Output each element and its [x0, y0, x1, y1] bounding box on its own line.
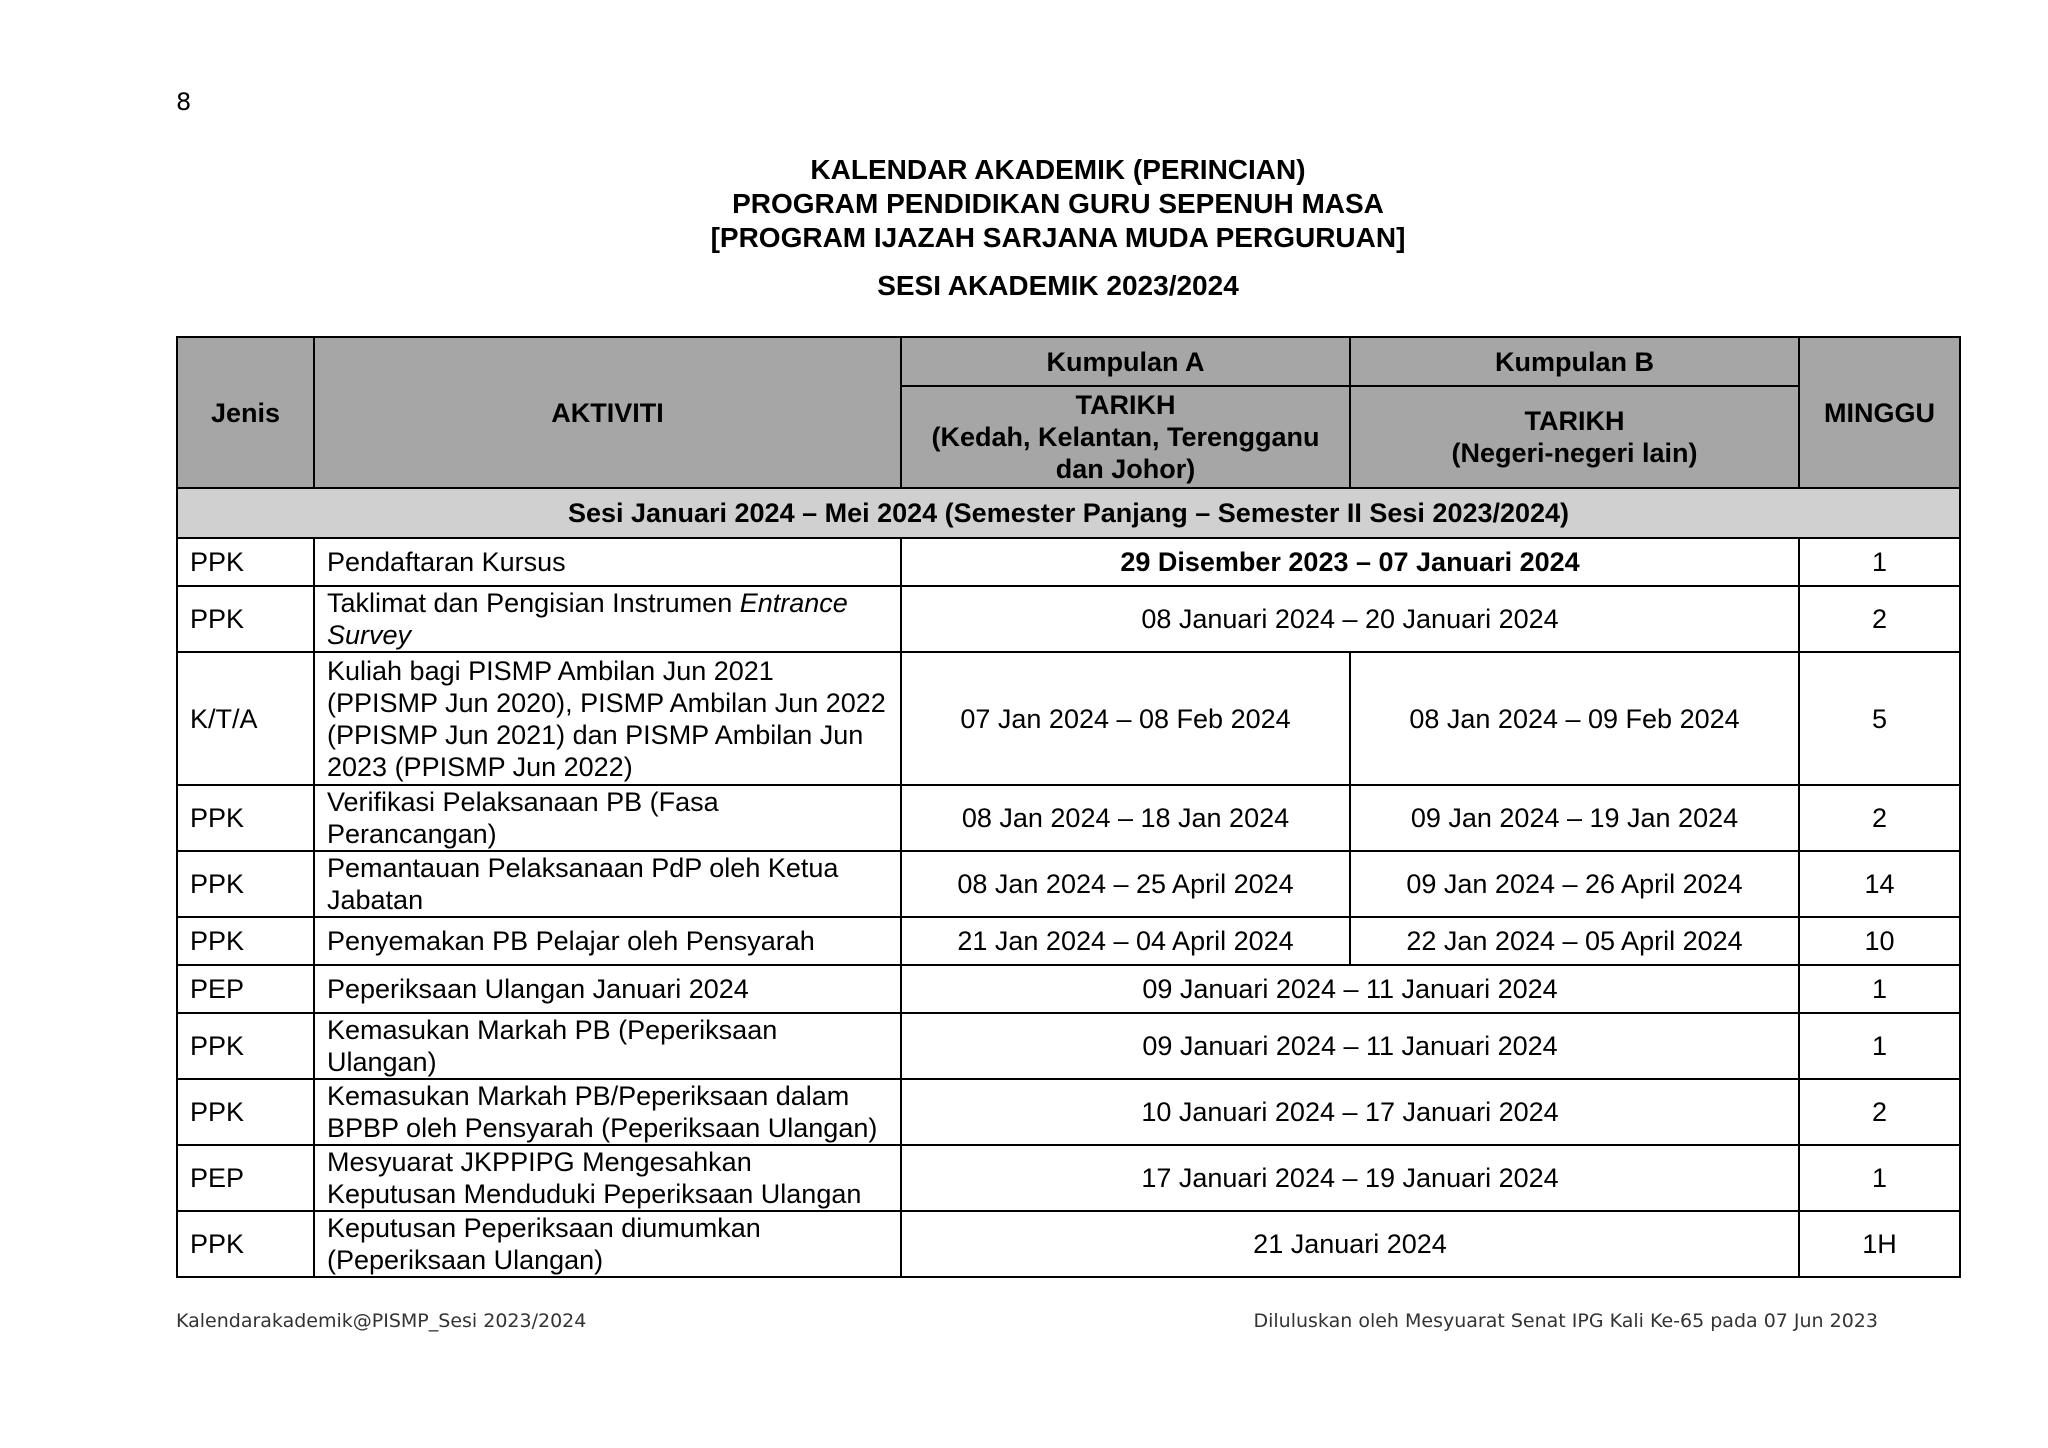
- cell-date: 09 Januari 2024 – 11 Januari 2024: [901, 1013, 1799, 1079]
- cell-aktiviti: Peperiksaan Ulangan Januari 2024: [314, 965, 901, 1013]
- cell-aktiviti: [314, 586, 901, 652]
- cell-jenis: PPK: [177, 586, 314, 652]
- cell-aktiviti: Keputusan Peperiksaan diumumkan (Peperiksaan Ulangan): [314, 1211, 901, 1277]
- cell-jenis: PPK: [177, 538, 314, 586]
- footer-left: Kalendarakademik@PISMP_Sesi 2023/2024: [176, 1310, 587, 1332]
- cell-minggu: 1: [1799, 965, 1960, 1013]
- cell-aktiviti: Kemasukan Markah PB/Peperiksaan dalam BPBP oleh Pensyarah (Peperiksaan Ulangan): [314, 1079, 901, 1145]
- header-date-a: [901, 386, 1350, 488]
- cell-jenis: PPK: [177, 1211, 314, 1277]
- title-line-2: PROGRAM PENDIDIKAN GURU SEPENUH MASA: [732, 188, 1384, 219]
- cell-aktiviti-italic: Entrance Survey: [327, 588, 848, 650]
- table-row: [177, 538, 1960, 586]
- cell-date-a: 08 Jan 2024 – 25 April 2024: [901, 851, 1350, 917]
- cell-date-a: 07 Jan 2024 – 08 Feb 2024: [901, 652, 1350, 785]
- cell-date-b: 22 Jan 2024 – 05 April 2024: [1350, 917, 1799, 965]
- cell-date: 10 Januari 2024 – 17 Januari 2024: [901, 1079, 1799, 1145]
- cell-aktiviti: Pendaftaran Kursus: [314, 538, 901, 586]
- table-row: [177, 1079, 1960, 1145]
- header-minggu: MINGGU: [1799, 337, 1960, 488]
- header-date-b-line2: (Negeri-negeri lain): [1451, 438, 1698, 468]
- table-row: [177, 965, 1960, 1013]
- cell-aktiviti: Kemasukan Markah PB (Peperiksaan Ulangan): [314, 1013, 901, 1079]
- cell-minggu: 1: [1799, 1145, 1960, 1211]
- cell-jenis: PPK: [177, 917, 314, 965]
- cell-jenis: PEP: [177, 965, 314, 1013]
- table-row: [177, 917, 1960, 965]
- page-number: 8: [176, 88, 192, 116]
- cell-date-b: 09 Jan 2024 – 26 April 2024: [1350, 851, 1799, 917]
- header-date-a-line2: (Kedah, Kelantan, Terengganu: [931, 422, 1320, 452]
- header-group-a: Kumpulan A: [901, 337, 1350, 386]
- footer-right: Diluluskan oleh Mesyuarat Senat IPG Kali Ke-65 pada 07 Jun 2023: [1253, 1310, 1878, 1332]
- cell-date-b: 09 Jan 2024 – 19 Jan 2024: [1350, 785, 1799, 851]
- cell-minggu: 2: [1799, 1079, 1960, 1145]
- table-row: [177, 785, 1960, 851]
- cell-date: 09 Januari 2024 – 11 Januari 2024: [901, 965, 1799, 1013]
- cell-aktiviti: Kuliah bagi PISMP Ambilan Jun 2021 (PPISMP Jun 2020), PISMP Ambilan Jun 2022 (PPISMP Jun 2021) dan PISMP Ambilan Jun 2023 (PPISMP Jun 2022): [314, 652, 901, 785]
- table-row: [177, 586, 1960, 652]
- cell-jenis: K/T/A: [177, 652, 314, 785]
- table-row: [177, 1013, 1960, 1079]
- header-date-a-line1: TARIKH: [1075, 390, 1176, 420]
- header-date-a-line3: dan Johor): [1055, 454, 1196, 484]
- cell-minggu: 1: [1799, 538, 1960, 586]
- cell-date: 21 Januari 2024: [901, 1211, 1799, 1277]
- cell-aktiviti: Verifikasi Pelaksanaan PB (Fasa Perancangan): [314, 785, 901, 851]
- cell-minggu: 14: [1799, 851, 1960, 917]
- header-date-b-line1: TARIKH: [1524, 406, 1625, 436]
- table-row: [177, 652, 1960, 785]
- cell-date: 17 Januari 2024 – 19 Januari 2024: [901, 1145, 1799, 1211]
- cell-date: 29 Disember 2023 – 07 Januari 2024: [901, 538, 1799, 586]
- header-date-b: [1350, 386, 1799, 488]
- title-line-3: [PROGRAM IJAZAH SARJANA MUDA PERGURUAN]: [710, 222, 1406, 253]
- cell-minggu: 1: [1799, 1013, 1960, 1079]
- academic-calendar-table: [176, 336, 1961, 1278]
- cell-aktiviti-text: Taklimat dan Pengisian Instrumen: [327, 588, 740, 618]
- table-row: [177, 1211, 1960, 1277]
- cell-minggu: 2: [1799, 785, 1960, 851]
- cell-date-b: 08 Jan 2024 – 09 Feb 2024: [1350, 652, 1799, 785]
- document-title: [176, 153, 1940, 303]
- header-group-b: Kumpulan B: [1350, 337, 1799, 386]
- cell-date-a: 08 Jan 2024 – 18 Jan 2024: [901, 785, 1350, 851]
- cell-jenis: PPK: [177, 851, 314, 917]
- cell-minggu: 2: [1799, 586, 1960, 652]
- cell-date-a: 21 Jan 2024 – 04 April 2024: [901, 917, 1350, 965]
- table-row: [177, 1145, 1960, 1211]
- session-title: SESI AKADEMIK 2023/2024: [877, 270, 1239, 301]
- section-title: Sesi Januari 2024 – Mei 2024 (Semester Panjang – Semester II Sesi 2023/2024): [177, 488, 1960, 538]
- cell-aktiviti: Pemantauan Pelaksanaan PdP oleh Ketua Jabatan: [314, 851, 901, 917]
- cell-jenis: PPK: [177, 1013, 314, 1079]
- cell-minggu: 1H: [1799, 1211, 1960, 1277]
- cell-jenis: PPK: [177, 785, 314, 851]
- cell-minggu: 10: [1799, 917, 1960, 965]
- cell-jenis: PEP: [177, 1145, 314, 1211]
- cell-aktiviti: Penyemakan PB Pelajar oleh Pensyarah: [314, 917, 901, 965]
- cell-jenis: PPK: [177, 1079, 314, 1145]
- cell-minggu: 5: [1799, 652, 1960, 785]
- table-row: [177, 851, 1960, 917]
- cell-date: 08 Januari 2024 – 20 Januari 2024: [901, 586, 1799, 652]
- header-aktiviti: AKTIVITI: [314, 337, 901, 488]
- cell-aktiviti: Mesyuarat JKPPIPG Mengesahkan Keputusan Menduduki Peperiksaan Ulangan: [314, 1145, 901, 1211]
- title-line-1: KALENDAR AKADEMIK (PERINCIAN): [810, 154, 1306, 185]
- header-jenis: Jenis: [177, 337, 314, 488]
